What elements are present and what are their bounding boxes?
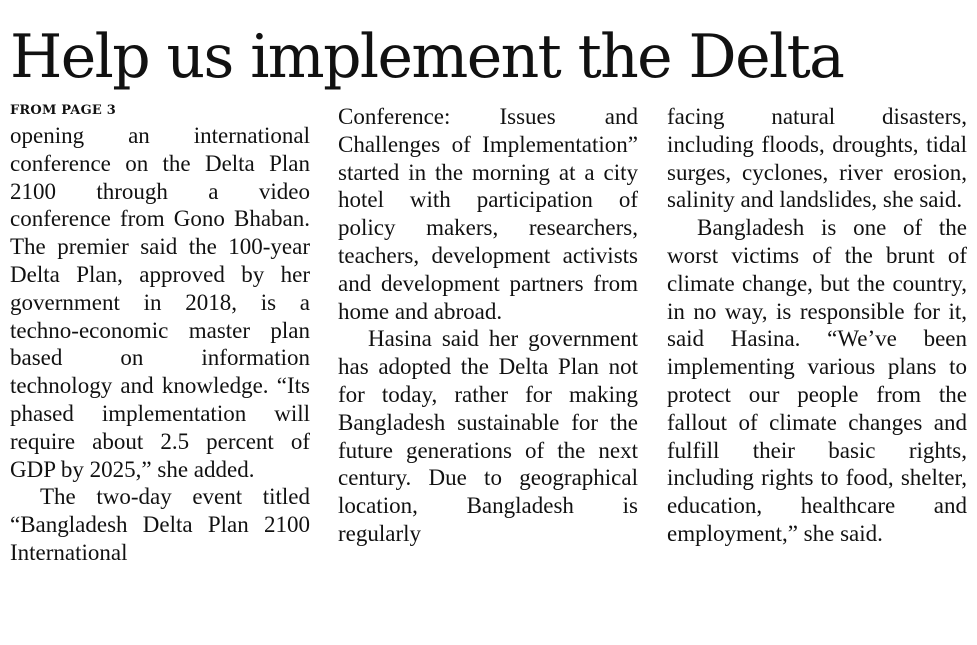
paragraph: Hasina said her government has adopted the Delta Plan not for today, rather for making Bangladesh sustainable for the future generations of the next century. Due to geographical location, Bangladesh is regularly	[338, 326, 638, 546]
article-column-1	[10, 103, 310, 567]
paragraph: opening an international conference on the Delta Plan 2100 through a video conference from Gono Bhaban. The premier said the 100-year Delta Plan, approved by her government in 2018, is a techno-economic master plan based on information technology and knowledge. “Its phased implementation will require about 2.5 percent of GDP by 2025,” she added.	[10, 123, 310, 482]
paragraph: The two-day event titled “Bangladesh Delta Plan 2100 International	[10, 484, 310, 565]
article-body	[10, 103, 967, 635]
continuation-kicker: FROM PAGE 3	[10, 103, 116, 118]
paragraph: Conference: Issues and Challenges of Implementation” started in the morning at a city hotel with participation of policy makers, researchers, teachers, development activists and development partners from home and abroad.	[338, 104, 638, 324]
headline: Help us implement the Delta	[10, 22, 844, 92]
article-column-3	[667, 103, 967, 548]
paragraph: facing natural disasters, including floods, droughts, tidal surges, cyclones, river erosion, salinity and landslides, she said.	[667, 104, 967, 213]
paragraph: Bangladesh is one of the worst victims of the brunt of climate change, but the country, in no way, is responsible for it, said Hasina. “We’ve been implementing various plans to protect our people from the fallout of climate changes and fulfill their basic rights, including rights to food, shelter, education, healthcare and employment,” she said.	[667, 215, 967, 546]
article-column-2	[338, 103, 638, 548]
